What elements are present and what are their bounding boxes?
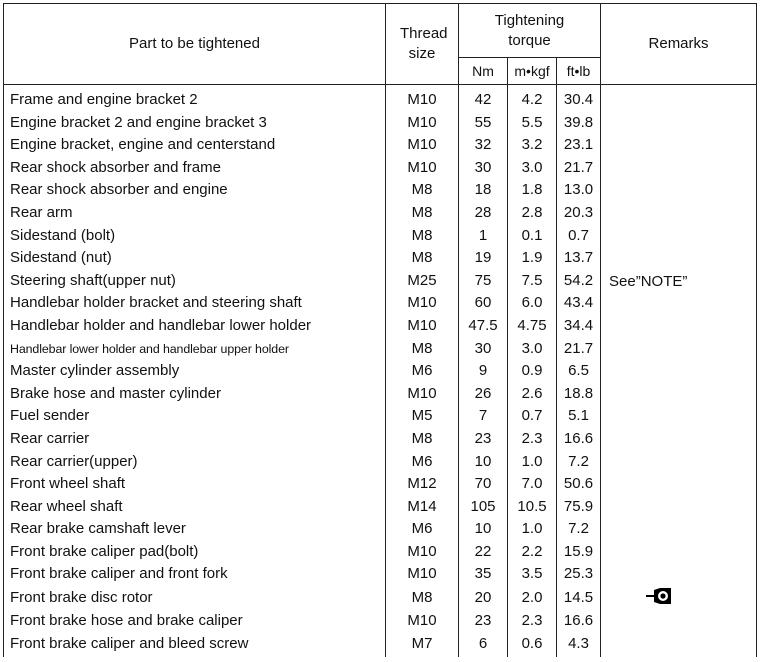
remarks-cell xyxy=(601,405,757,428)
remarks-cell xyxy=(601,225,757,248)
table-row xyxy=(4,473,757,496)
part-name-cell: Frame and engine bracket 2 xyxy=(4,85,386,112)
remarks-cell xyxy=(601,633,757,658)
torque-nm-cell: 70 xyxy=(459,473,508,496)
torque-mkgf-cell: 0.1 xyxy=(508,225,557,248)
torque-mkgf-cell: 10.5 xyxy=(508,496,557,519)
torque-nm-cell: 42 xyxy=(459,85,508,112)
thread-size-cell: M6 xyxy=(386,451,459,474)
torque-nm-cell: 60 xyxy=(459,292,508,315)
part-name-cell: Front brake caliper and front fork xyxy=(4,563,386,586)
part-name-cell: Rear wheel shaft xyxy=(4,496,386,519)
remarks-cell xyxy=(601,610,757,633)
torque-ftlb-cell: 7.2 xyxy=(557,518,601,541)
remarks-cell xyxy=(601,496,757,519)
thread-size-cell: M14 xyxy=(386,496,459,519)
torque-nm-cell: 23 xyxy=(459,610,508,633)
torque-nm-cell: 30 xyxy=(459,157,508,180)
thread-size-cell: M8 xyxy=(386,247,459,270)
torque-ftlb-cell: 7.2 xyxy=(557,451,601,474)
torque-mkgf-cell: 0.6 xyxy=(508,633,557,658)
torque-table-body xyxy=(4,85,757,658)
part-name-cell: Rear shock absorber and frame xyxy=(4,157,386,180)
torque-nm-cell: 105 xyxy=(459,496,508,519)
table-row xyxy=(4,338,757,361)
torque-table xyxy=(3,3,757,657)
remarks-cell xyxy=(601,563,757,586)
thread-size-cell: M10 xyxy=(386,563,459,586)
torque-mkgf-cell: 0.9 xyxy=(508,360,557,383)
torque-nm-cell: 7 xyxy=(459,405,508,428)
torque-mkgf-cell: 4.75 xyxy=(508,315,557,338)
torque-nm-cell: 20 xyxy=(459,586,508,610)
remark-see-note: See”NOTE” xyxy=(609,272,688,290)
torque-ftlb-cell: 15.9 xyxy=(557,541,601,564)
table-row xyxy=(4,292,757,315)
torque-mkgf-cell: 6.0 xyxy=(508,292,557,315)
remarks-cell xyxy=(601,586,757,610)
thread-size-cell: M8 xyxy=(386,202,459,225)
torque-mkgf-cell: 7.0 xyxy=(508,473,557,496)
torque-ftlb-cell: 13.7 xyxy=(557,247,601,270)
table-row xyxy=(4,633,757,658)
thread-locker-icon xyxy=(645,586,673,610)
table-row xyxy=(4,586,757,610)
remarks-cell xyxy=(601,541,757,564)
torque-nm-cell: 30 xyxy=(459,338,508,361)
table-row xyxy=(4,112,757,135)
table-row xyxy=(4,270,757,293)
torque-nm-cell: 10 xyxy=(459,518,508,541)
part-name-cell: Sidestand (nut) xyxy=(4,247,386,270)
part-name-cell: Sidestand (bolt) xyxy=(4,225,386,248)
thread-size-cell: M10 xyxy=(386,134,459,157)
torque-ftlb-cell: 16.6 xyxy=(557,610,601,633)
remarks-cell xyxy=(601,428,757,451)
remarks-cell xyxy=(601,292,757,315)
remarks-cell xyxy=(601,360,757,383)
thread-size-cell: M10 xyxy=(386,292,459,315)
part-name-cell: Brake hose and master cylinder xyxy=(4,383,386,406)
table-row xyxy=(4,518,757,541)
torque-ftlb-cell: 50.6 xyxy=(557,473,601,496)
part-name-cell: Rear arm xyxy=(4,202,386,225)
part-name-cell: Front wheel shaft xyxy=(4,473,386,496)
torque-mkgf-cell: 7.5 xyxy=(508,270,557,293)
torque-ftlb-cell: 0.7 xyxy=(557,225,601,248)
torque-mkgf-cell: 1.0 xyxy=(508,451,557,474)
torque-ftlb-cell: 34.4 xyxy=(557,315,601,338)
part-name-cell: Master cylinder assembly xyxy=(4,360,386,383)
torque-nm-cell: 47.5 xyxy=(459,315,508,338)
torque-ftlb-cell: 5.1 xyxy=(557,405,601,428)
table-row xyxy=(4,247,757,270)
table-row xyxy=(4,134,757,157)
torque-nm-cell: 55 xyxy=(459,112,508,135)
thread-size-cell: M10 xyxy=(386,85,459,112)
remarks-cell xyxy=(601,85,757,112)
part-name-cell: Front brake caliper pad(bolt) xyxy=(4,541,386,564)
part-name-cell: Handlebar holder and handlebar lower holder xyxy=(4,315,386,338)
thread-size-cell: M8 xyxy=(386,428,459,451)
table-row xyxy=(4,225,757,248)
torque-ftlb-cell: 23.1 xyxy=(557,134,601,157)
table-row xyxy=(4,428,757,451)
thread-size-cell: M10 xyxy=(386,315,459,338)
thread-size-cell: M8 xyxy=(386,338,459,361)
table-row xyxy=(4,563,757,586)
torque-nm-cell: 19 xyxy=(459,247,508,270)
torque-mkgf-cell: 2.3 xyxy=(508,428,557,451)
remarks-cell xyxy=(601,315,757,338)
table-row xyxy=(4,541,757,564)
thread-size-cell: M5 xyxy=(386,405,459,428)
header-remarks: Remarks xyxy=(601,4,757,85)
torque-mkgf-cell: 2.2 xyxy=(508,541,557,564)
header-part: Part to be tightened xyxy=(4,4,386,85)
torque-mkgf-cell: 5.5 xyxy=(508,112,557,135)
torque-nm-cell: 18 xyxy=(459,179,508,202)
remarks-cell xyxy=(601,383,757,406)
thread-size-cell: M7 xyxy=(386,633,459,658)
part-name-cell: Engine bracket 2 and engine bracket 3 xyxy=(4,112,386,135)
part-name-cell: Steering shaft(upper nut) xyxy=(4,270,386,293)
remarks-cell xyxy=(601,451,757,474)
thread-size-cell: M10 xyxy=(386,541,459,564)
part-name-cell: Rear brake camshaft lever xyxy=(4,518,386,541)
torque-mkgf-cell: 2.3 xyxy=(508,610,557,633)
torque-ftlb-cell: 18.8 xyxy=(557,383,601,406)
torque-mkgf-cell: 3.5 xyxy=(508,563,557,586)
header-tightening-torque: Tightening torque xyxy=(459,4,601,58)
torque-mkgf-cell: 1.8 xyxy=(508,179,557,202)
part-name-cell: Fuel sender xyxy=(4,405,386,428)
torque-ftlb-cell: 75.9 xyxy=(557,496,601,519)
torque-nm-cell: 9 xyxy=(459,360,508,383)
remarks-cell xyxy=(601,202,757,225)
remarks-cell xyxy=(601,134,757,157)
header-thread-size: Thread size xyxy=(386,4,459,85)
remarks-cell xyxy=(601,247,757,270)
remarks-cell xyxy=(601,179,757,202)
torque-mkgf-cell: 3.2 xyxy=(508,134,557,157)
thread-size-cell: M12 xyxy=(386,473,459,496)
table-row xyxy=(4,405,757,428)
torque-ftlb-cell: 25.3 xyxy=(557,563,601,586)
part-name-cell: Front brake disc rotor xyxy=(4,586,386,610)
torque-nm-cell: 23 xyxy=(459,428,508,451)
torque-ftlb-cell: 30.4 xyxy=(557,85,601,112)
remarks-cell xyxy=(601,338,757,361)
torque-nm-cell: 28 xyxy=(459,202,508,225)
torque-nm-cell: 26 xyxy=(459,383,508,406)
part-name-cell: Rear shock absorber and engine xyxy=(4,179,386,202)
thread-size-cell: M10 xyxy=(386,383,459,406)
torque-nm-cell: 35 xyxy=(459,563,508,586)
thread-size-cell: M8 xyxy=(386,586,459,610)
thread-size-cell: M10 xyxy=(386,112,459,135)
part-name-cell: Handlebar lower holder and handlebar upper holder xyxy=(4,338,386,361)
table-row xyxy=(4,179,757,202)
part-name-cell: Engine bracket, engine and centerstand xyxy=(4,134,386,157)
torque-ftlb-cell: 13.0 xyxy=(557,179,601,202)
torque-ftlb-cell: 14.5 xyxy=(557,586,601,610)
torque-ftlb-cell: 43.4 xyxy=(557,292,601,315)
header-unit-mkgf: m•kgf xyxy=(508,58,557,85)
torque-nm-cell: 32 xyxy=(459,134,508,157)
torque-ftlb-cell: 20.3 xyxy=(557,202,601,225)
part-name-cell: Front brake caliper and bleed screw xyxy=(4,633,386,658)
torque-mkgf-cell: 3.0 xyxy=(508,338,557,361)
thread-size-cell: M10 xyxy=(386,157,459,180)
thread-size-cell: M25 xyxy=(386,270,459,293)
torque-nm-cell: 1 xyxy=(459,225,508,248)
torque-nm-cell: 6 xyxy=(459,633,508,658)
remarks-cell xyxy=(601,518,757,541)
header-unit-ftlb: ft•lb xyxy=(557,58,601,85)
header-unit-nm: Nm xyxy=(459,58,508,85)
torque-nm-cell: 75 xyxy=(459,270,508,293)
torque-mkgf-cell: 4.2 xyxy=(508,85,557,112)
table-row xyxy=(4,451,757,474)
thread-size-cell: M6 xyxy=(386,518,459,541)
torque-mkgf-cell: 2.0 xyxy=(508,586,557,610)
torque-ftlb-cell: 39.8 xyxy=(557,112,601,135)
torque-ftlb-cell: 21.7 xyxy=(557,338,601,361)
table-row xyxy=(4,383,757,406)
torque-mkgf-cell: 2.8 xyxy=(508,202,557,225)
part-name-cell: Rear carrier xyxy=(4,428,386,451)
thread-size-cell: M10 xyxy=(386,610,459,633)
thread-size-cell: M8 xyxy=(386,179,459,202)
torque-mkgf-cell: 3.0 xyxy=(508,157,557,180)
remarks-cell xyxy=(601,112,757,135)
torque-ftlb-cell: 6.5 xyxy=(557,360,601,383)
torque-nm-cell: 10 xyxy=(459,451,508,474)
torque-mkgf-cell: 1.9 xyxy=(508,247,557,270)
part-name-cell: Front brake hose and brake caliper xyxy=(4,610,386,633)
thread-size-cell: M6 xyxy=(386,360,459,383)
table-row xyxy=(4,85,757,112)
torque-ftlb-cell: 4.3 xyxy=(557,633,601,658)
torque-nm-cell: 22 xyxy=(459,541,508,564)
remarks-cell xyxy=(601,157,757,180)
torque-mkgf-cell: 1.0 xyxy=(508,518,557,541)
torque-mkgf-cell: 0.7 xyxy=(508,405,557,428)
remarks-cell xyxy=(601,270,757,293)
torque-ftlb-cell: 16.6 xyxy=(557,428,601,451)
thread-size-cell: M8 xyxy=(386,225,459,248)
table-row xyxy=(4,360,757,383)
table-row xyxy=(4,496,757,519)
torque-ftlb-cell: 54.2 xyxy=(557,270,601,293)
part-name-cell: Rear carrier(upper) xyxy=(4,451,386,474)
table-row xyxy=(4,315,757,338)
remarks-cell xyxy=(601,473,757,496)
table-row xyxy=(4,202,757,225)
torque-mkgf-cell: 2.6 xyxy=(508,383,557,406)
torque-ftlb-cell: 21.7 xyxy=(557,157,601,180)
part-name-cell: Handlebar holder bracket and steering shaft xyxy=(4,292,386,315)
table-row xyxy=(4,157,757,180)
table-row xyxy=(4,610,757,633)
